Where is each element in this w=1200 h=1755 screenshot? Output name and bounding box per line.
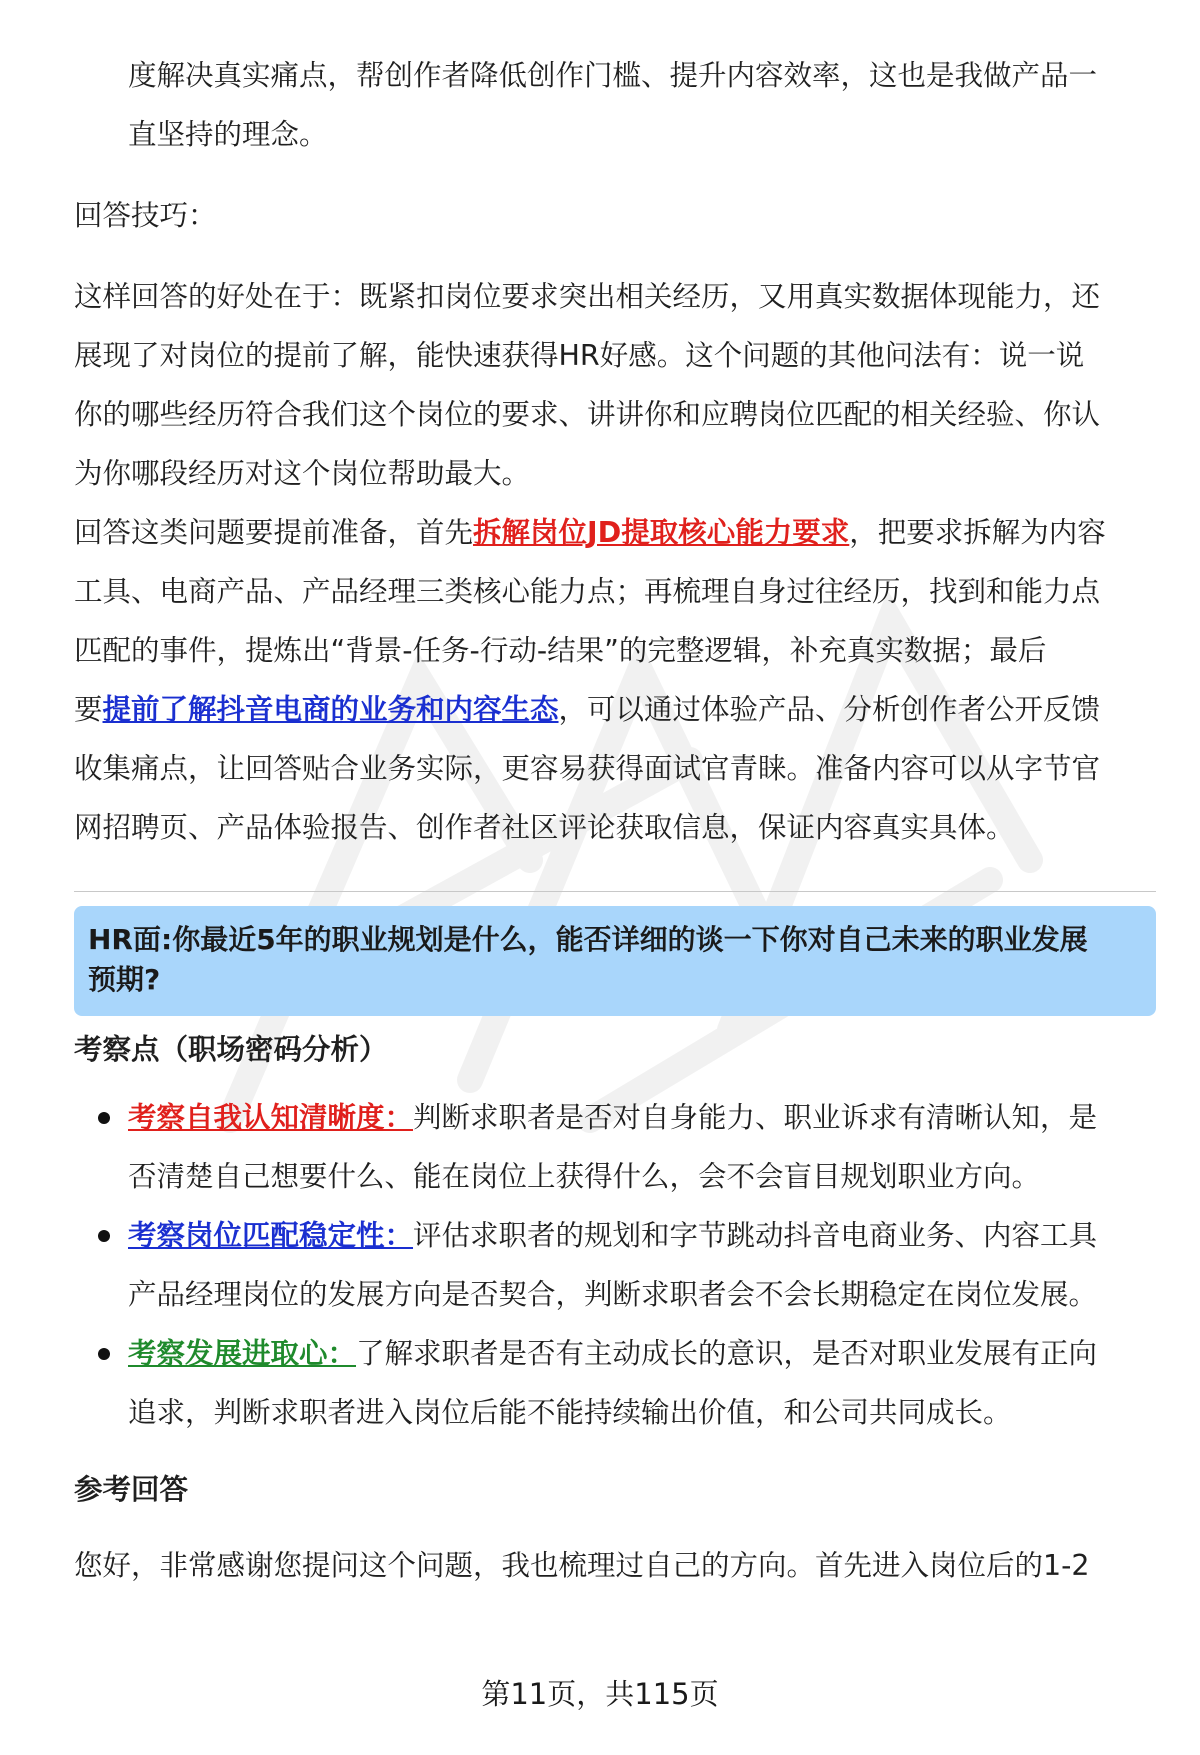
answer-line: 您好，非常感谢您提问这个问题，我也梳理过自己的方向。首先进入岗位后的1-2 xyxy=(74,1549,1090,1582)
tips-line xyxy=(74,680,1156,739)
answer-heading: 参考回答 xyxy=(74,1473,189,1506)
points-heading: 考察点（职场密码分析） xyxy=(74,1033,388,1066)
points-list xyxy=(74,1088,1156,1442)
highlight-ecosystem: 提前了解抖音电商的业务和内容生态 xyxy=(102,693,559,726)
tips-line: 你的哪些经历符合我们这个岗位的要求、讲讲你和应聘岗位匹配的相关经验、你认 xyxy=(74,398,1101,431)
point-label: 考察发展进取心： xyxy=(128,1337,357,1370)
highlight-jd: 拆解岗位JD提取核心能力要求 xyxy=(473,516,850,549)
tips-line: 这样回答的好处在于：既紧扣岗位要求突出相关经历，又用真实数据体现能力，还 xyxy=(74,280,1101,313)
point-text: 评估求职者的规划和字节跳动抖音电商业务、内容工具 xyxy=(413,1219,1098,1252)
intro-line: 度解决真实痛点，帮创作者降低创作门槛、提升内容效率，这也是我做产品一 xyxy=(128,59,1098,92)
text-span: ，可以通过体验产品、分析创作者公开反馈 xyxy=(558,693,1101,726)
tips-line: 展现了对岗位的提前了解，能快速获得HR好感。这个问题的其他问法有：说一说 xyxy=(74,339,1085,372)
point-text: 判断求职者是否对自身能力、职业诉求有清晰认知，是 xyxy=(413,1101,1098,1134)
point-text: 了解求职者是否有主动成长的意识，是否对职业发展有正向 xyxy=(356,1337,1098,1370)
list-item xyxy=(74,1324,1156,1442)
tips-line: 为你哪段经历对这个岗位帮助最大。 xyxy=(74,457,531,490)
tips-line: 匹配的事件，提炼出“背景-任务-行动-结果”的完整逻辑，补充真实数据；最后 xyxy=(74,634,1047,667)
page-number: 第11页，共115页 xyxy=(481,1677,719,1711)
tips-line: 工具、电商产品、产品经理三类核心能力点；再梳理自身过往经历，找到和能力点 xyxy=(74,575,1101,608)
tips-line: 网招聘页、产品体验报告、创作者社区评论获取信息，保证内容真实具体。 xyxy=(74,811,1015,844)
text-span: ，把要求拆解为内容 xyxy=(849,516,1106,549)
point-text: 追求，判断求职者进入岗位后能不能持续输出价值，和公司共同成长。 xyxy=(128,1396,1012,1429)
bullet-icon xyxy=(98,1230,110,1242)
text-span: 回答这类问题要提前准备，首先 xyxy=(74,516,474,549)
bullet-icon xyxy=(98,1348,110,1360)
list-item xyxy=(74,1088,1156,1206)
point-text: 产品经理岗位的发展方向是否契合，判断求职者会不会长期稳定在岗位发展。 xyxy=(128,1278,1098,1311)
point-label: 考察自我认知清晰度： xyxy=(128,1101,414,1134)
point-label: 考察岗位匹配稳定性： xyxy=(128,1219,414,1252)
question-box xyxy=(74,906,1156,1016)
tips-line: 收集痛点，让回答贴合业务实际，更容易获得面试官青睐。准备内容可以从字节官 xyxy=(74,752,1101,785)
list-item xyxy=(74,1206,1156,1324)
intro-line: 直坚持的理念。 xyxy=(128,118,328,151)
tips-label: 回答技巧： xyxy=(74,199,217,232)
question-line: 预期? xyxy=(88,963,161,996)
question-line: HR面:你最近5年的职业规划是什么，能否详细的谈一下你对自己未来的职业发展 xyxy=(88,923,1088,956)
point-text: 否清楚自己想要什么、能在岗位上获得什么，会不会盲目规划职业方向。 xyxy=(128,1160,1041,1193)
tips-line xyxy=(74,503,1156,562)
text-span: 要 xyxy=(74,693,103,726)
bullet-icon xyxy=(98,1112,110,1124)
